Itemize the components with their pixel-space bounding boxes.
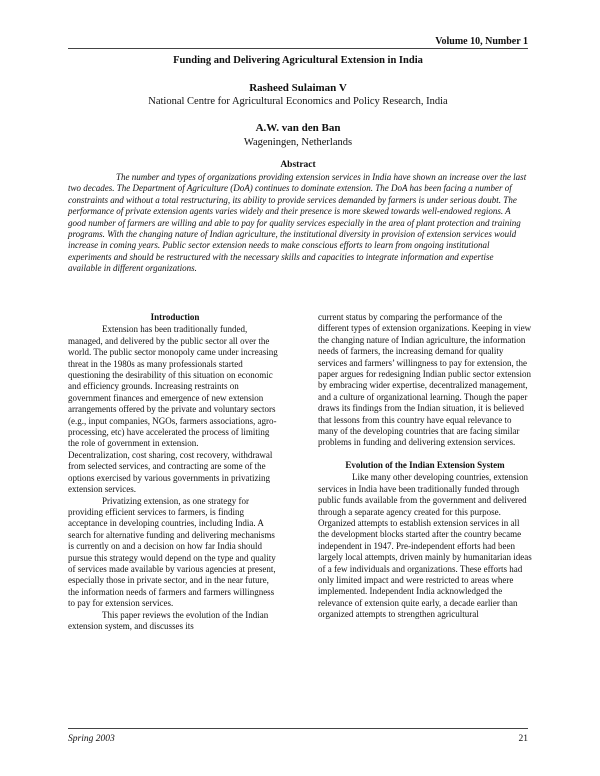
- header-rule: [68, 48, 528, 49]
- abstract-heading: Abstract: [280, 160, 316, 170]
- right-column: [318, 312, 532, 621]
- paper-title: Funding and Delivering Agricultural Extension in India: [173, 55, 423, 66]
- intro-paragraph-4: This paper reviews the evolution of the Indian extension system, and discusses its: [68, 609, 269, 631]
- intro-paragraph-5: current status by comparing the performance of the different types of extension organizations. Keeping in view the changing nature of Indian agriculture, the information needs of farmers, the increasing demand for quality services and farmers’ willingness to pay for extension, the paper argues for redesigning Indian public sector extension by embracing wider expertise, decentralized management, and a culture of organizational learning. Though the paper draws its findings from the Indian situation, it is believed that lessons from this country have equal relevance to many of the developing countries that are facing similar problems in funding and delivering extension services.: [318, 312, 532, 448]
- page-number: 21: [518, 734, 528, 744]
- evolution-paragraph-1: Like many other developing countries, extension services in India have been traditionally funded through public funds available from the government and delivered through a separate agency created for this purpose. Organized attempts to establish extension services in all the development blocks started after the country became independent in 1947. Pre-independent efforts had been largely local attempts, driven mainly by humanitarian ideas of a few individuals and organizations. These efforts had only limited impact and were restricted to areas where implemented. Independent India acknowledged the relevance of extension quite early, a decade earlier than organized attempts to strengthen agricultural: [318, 472, 532, 620]
- author-name-2: A.W. van den Ban: [255, 122, 341, 134]
- evolution-heading: Evolution of the Indian Extension System: [345, 459, 505, 470]
- intro-paragraph-2: Decentralization, cost sharing, cost recovery, withdrawal from selected services, and contracting are some of the options exercised by various governments in privatizing extension services.: [68, 449, 273, 495]
- author-name-1: Rasheed Sulaiman V: [249, 82, 347, 94]
- intro-paragraph-1: Extension has been traditionally funded, managed, and delivered by the public sector all over the world. The public sector monopoly came under increasing threat in the 1980s as many professionals started questioning the desirability of this situation on economic and efficiency grounds. Increasing restraints on government finances and emergence of new extension arrangements offered by the private and voluntary sectors (e.g., input companies, NGOs, farmers associations, agro-processing, etc) have accelerated the process of limiting the role of government in extension.: [68, 324, 278, 449]
- author-affiliation-2: Wageningen, Netherlands: [243, 137, 353, 148]
- footer-season: Spring 2003: [68, 734, 115, 744]
- left-column: [68, 312, 282, 632]
- footer-rule: [68, 728, 528, 729]
- intro-paragraph-3: Privatizing extension, as one strategy for providing efficient services to farmers, is finding acceptance in developing countries, including India. A search for alternative funding and delivering mechanisms is currently on and a decision on how far India should pursue this strategy would depend on the type and quality of services made available by various agencies at present, especially those in private sector, and in the near future, the information needs of farmers and farmers willingness to pay for extension services.: [68, 495, 276, 609]
- introduction-heading: Introduction: [150, 312, 200, 322]
- volume-label: Volume 10, Number 1: [435, 36, 528, 47]
- abstract-text: The number and types of organizations providing extension services in India have shown an increase over the last two decades. The Department of Agriculture (DoA) continues to dominate extension. The DoA has been facing a number of constraints and without a total restructuring, its ability to provide services demanded by farmers is under serious doubt. The performance of private extension agents varies widely and their presence is more skewed towards well-endowed regions. A good number of farmers are willing and able to pay for quality services especially in the area of plant protection and training programs. With the changing nature of Indian agriculture, the institutional diversity in provision of extension services would increase in coming years. Public sector extension needs to make conscious efforts to learn from ongoing institutional experiments and should be restructured with the necessary skills and capacities to integrate information and expertise available in different organizations.: [68, 172, 527, 274]
- author-affiliation-1: National Centre for Agricultural Economics and Policy Research, India: [148, 96, 448, 107]
